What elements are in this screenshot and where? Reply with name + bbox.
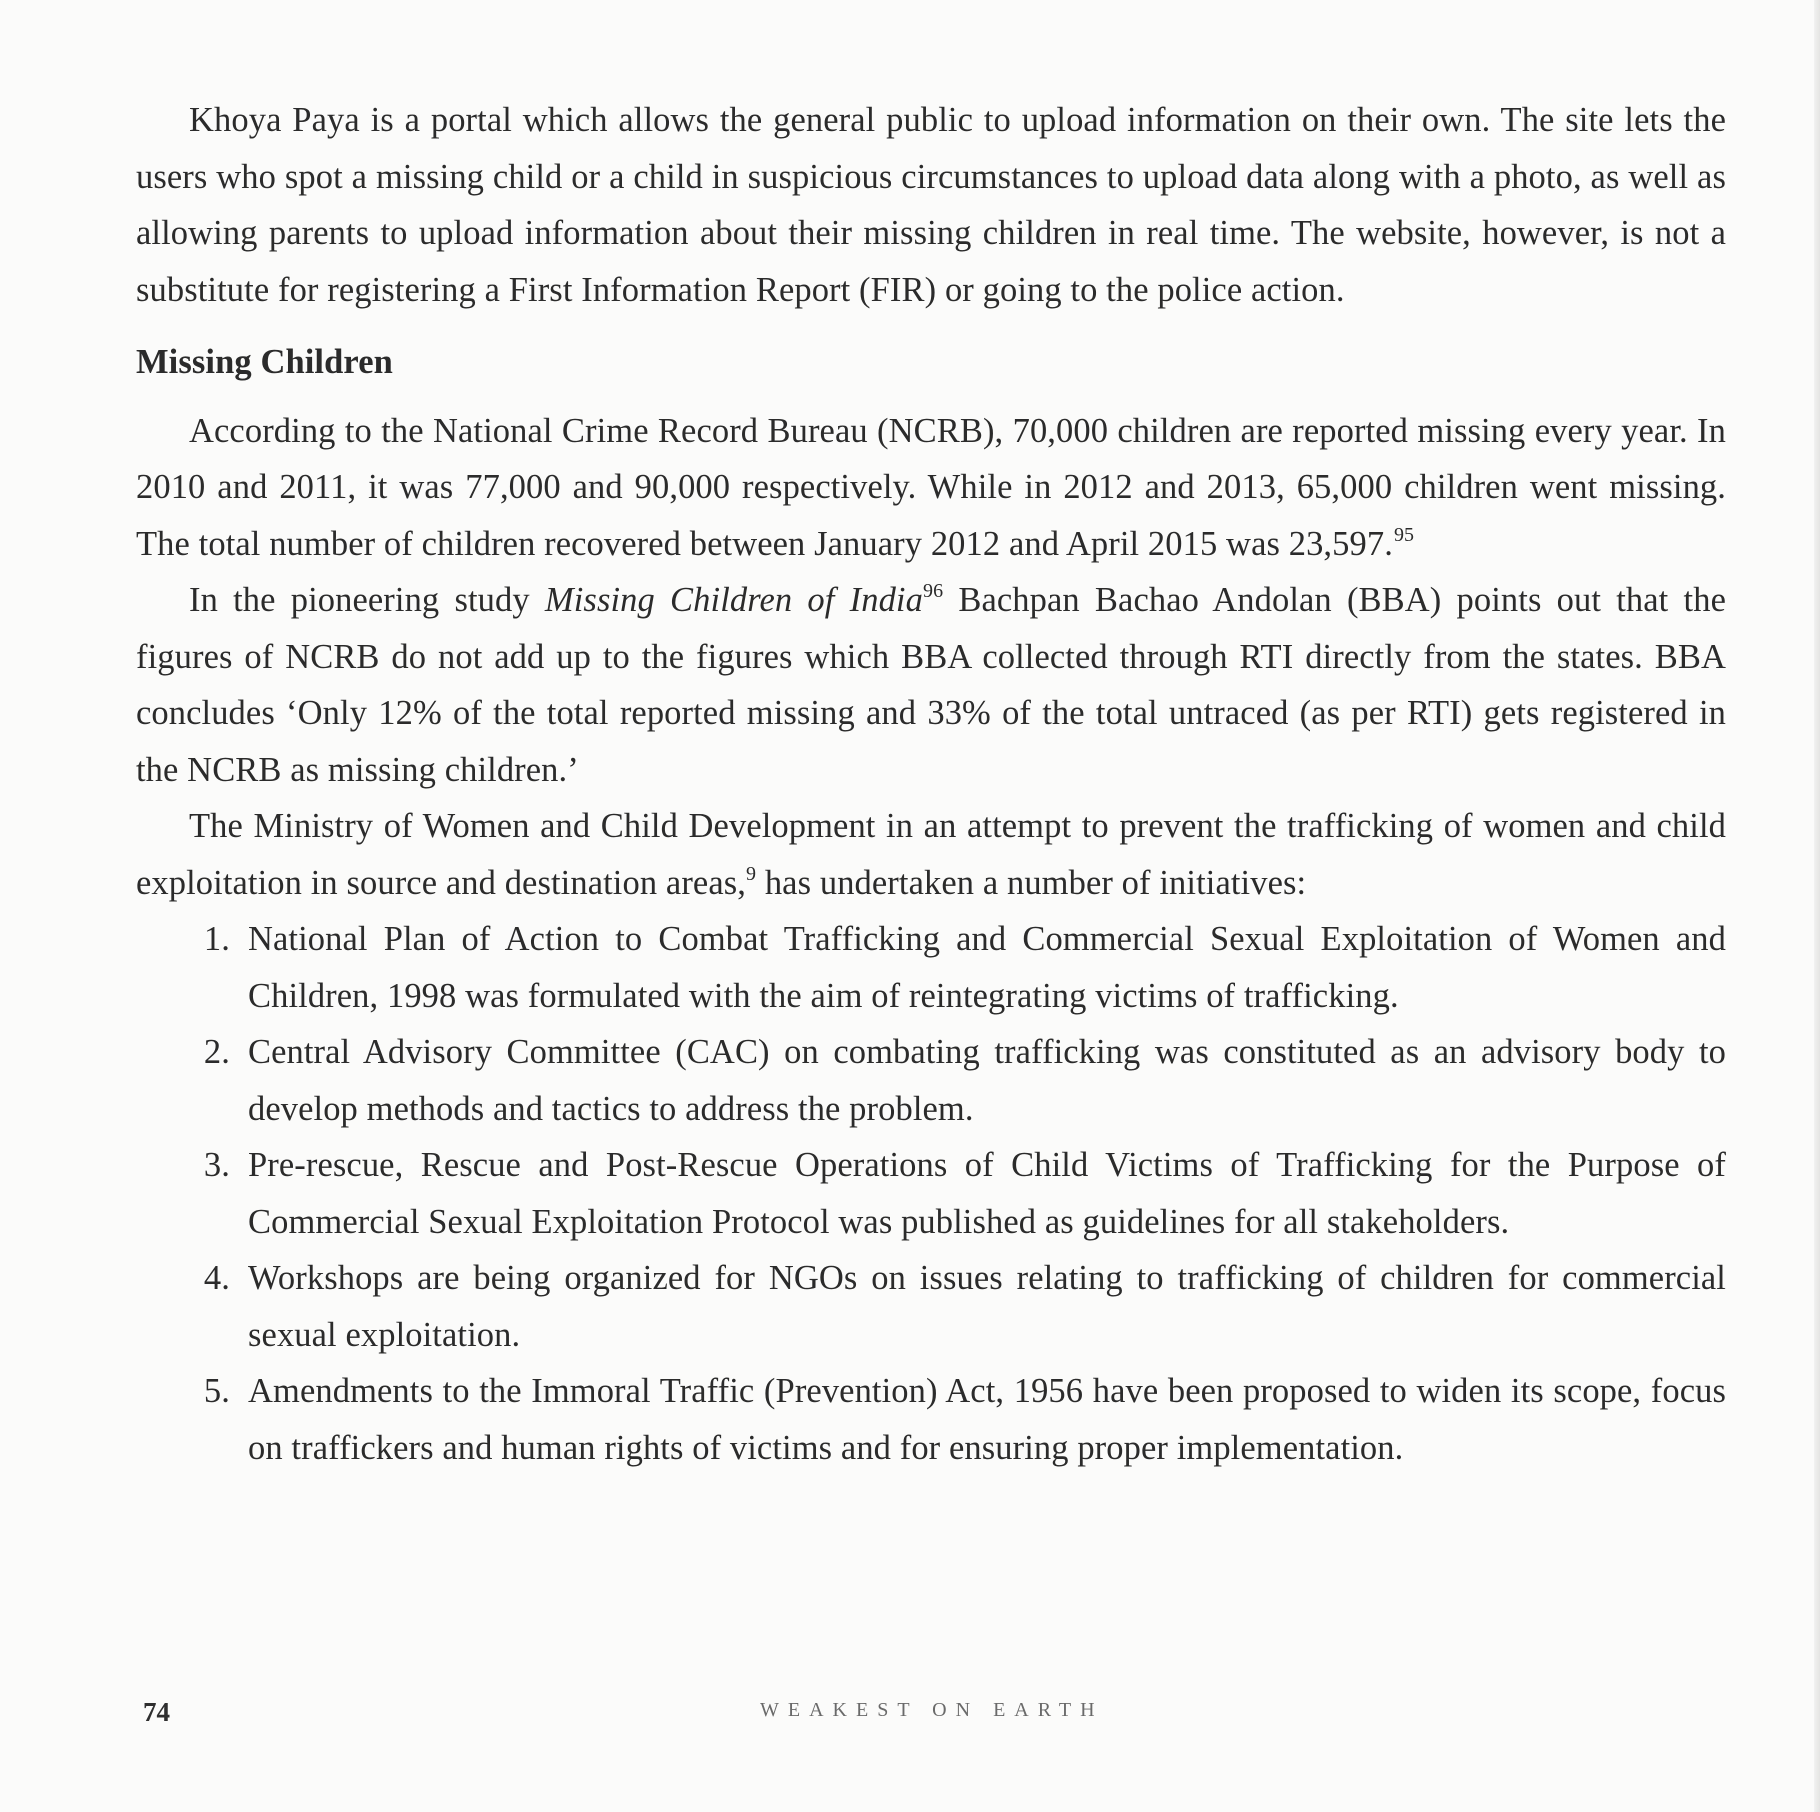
list-item-text: National Plan of Action to Combat Trafficking and Commercial Sexual Exploitation of Women and Children, 1998 was formulated with the aim of reintegrating victims of trafficking. [248, 920, 1726, 1015]
stats-text: According to the National Crime Record Bureau (NCRB), 70,000 children are reported missing every year. In 2010 and 2011, it was 77,000 and 90,000 respectively. While in 2012 and 2013, 65,000 children went missing. The total number of children recovered between January 2012 and April 2015 was 23,597. [136, 411, 1726, 563]
list-item-text: Pre-rescue, Rescue and Post-Rescue Operations of Child Victims of Trafficking for the Purpose of Commercial Sexual Exploitation Protocol was published as guidelines for all stakeholders. [248, 1146, 1726, 1241]
list-item [136, 1137, 1726, 1250]
intro-paragraph: Khoya Paya is a portal which allows the general public to upload information on their own. The site lets the users who spot a missing child or a child in suspicious circumstances to upload data along with a photo, as well as allowing parents to upload information about their missing children in real time. The website, however, is not a substitute for registering a First Information Report (FIR) or going to the police action. [136, 101, 1726, 309]
initiatives-list [136, 911, 1726, 1476]
list-item-number: 1. [203, 920, 230, 958]
list-item-text: Workshops are being organized for NGOs on issues relating to trafficking of children for commercial sexual exploitation. [248, 1259, 1726, 1354]
page-edge-shadow [1814, 0, 1820, 1812]
list-item [136, 1024, 1726, 1137]
list-item [136, 911, 1726, 1024]
study-paragraph [136, 572, 1726, 798]
list-item-number: 4. [203, 1259, 230, 1297]
study-rest-text: Bachpan Bachao Andolan (BBA) points out that the figures of NCRB do not add up to the figures which BBA collected through RTI directly from the states. BBA concludes ‘Only 12% of the total reported missing and 33% of the total untraced (as per RTI) gets registered in the NCRB as missing children.’ [136, 581, 1726, 789]
list-item-text: Amendments to the Immoral Traffic (Prevention) Act, 1956 have been proposed to widen its scope, focus on traffickers and human rights of victims and for ensuring proper implementation. [248, 1372, 1726, 1467]
section-heading: Missing Children [136, 343, 393, 381]
ministry-paragraph [136, 798, 1726, 911]
list-item-text: Central Advisory Committee (CAC) on combating trafficking was constituted as an advisory body to develop methods and tactics to address the problem. [248, 1033, 1726, 1128]
footnote-marker-95: 95 [1393, 523, 1415, 546]
study-intro-text: In the pioneering study [189, 581, 545, 619]
list-item-number: 5. [203, 1372, 230, 1410]
footnote-marker-96: 96 [922, 580, 944, 602]
footnote-marker-9: 9 [746, 862, 757, 885]
ministry-text-after: has undertaken a number of initiatives: [756, 863, 1307, 902]
list-item-number: 2. [203, 1033, 230, 1071]
running-footer-title: WEAKEST ON EARTH [760, 1699, 1104, 1721]
list-item [136, 1363, 1726, 1476]
page-number: 74 [143, 1697, 170, 1727]
study-title: Missing Children of India [544, 581, 923, 619]
ministry-text-before: The Ministry of Women and Child Development in an attempt to prevent the trafficking of women and child exploitation in source and destination areas, [136, 807, 1726, 902]
list-item-number: 3. [203, 1146, 230, 1184]
list-item [136, 1250, 1726, 1363]
main-text-block [136, 92, 1726, 1476]
stats-paragraph [136, 403, 1726, 573]
